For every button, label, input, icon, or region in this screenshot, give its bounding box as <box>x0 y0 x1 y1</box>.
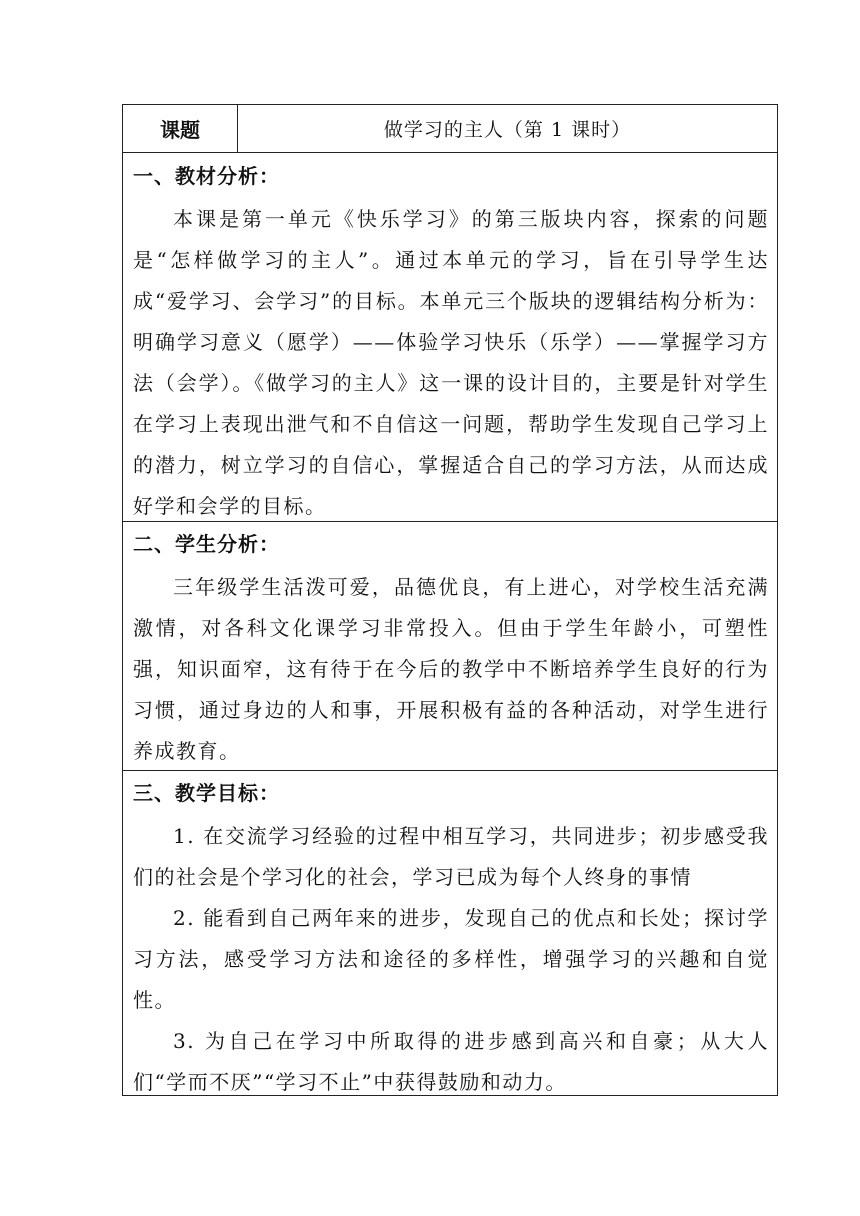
title-label: 课题 <box>123 105 238 152</box>
lesson-title: 做学习的主人（第 1 课时） <box>383 119 632 141</box>
section-student-analysis <box>123 522 777 771</box>
section-heading: 一、教材分析： <box>133 164 280 188</box>
paragraph: 三年级学生活泼可爱，品德优良，有上进心，对学校生活充满激情，对各科文化课学习非常投入。但由于学生年龄小，可塑性强，知识面窄，这有待于在今后的教学中不断培养学生良好的行为习惯，通过身边的人和事，开展积极有益的各种活动，对学生进行养成教育。 <box>133 575 769 763</box>
lesson-plan-table <box>122 104 778 1096</box>
goal-item: 1. 在交流学习经验的过程中相互学习，共同进步；初步感受我们的社会是个学习化的社会，学习已成为每个人终身的事情 <box>133 824 769 889</box>
paragraph: 本课是第一单元《快乐学习》的第三版块内容，探索的问题是“怎样做学习的主人”。通过本单元的学习，旨在引导学生达成“爱学习、会学习”的目标。本单元三个版块的逻辑结构分析为：明确学习意义（愿学）——体验学习快乐（乐学）——掌握学习方法（会学）。《做学习的主人》这一课的设计目的，主要是针对学生在学习上表现出泄气和不自信这一问题，帮助学生发现自己学习上的潜力，树立学习的自信心，掌握适合自己的学习方法，从而达成好学和会学的目标。 <box>133 207 769 518</box>
section-teaching-goals <box>123 771 777 1095</box>
section-heading: 三、教学目标： <box>133 781 280 805</box>
title-row <box>123 105 777 153</box>
section-heading: 二、学生分析： <box>133 532 280 556</box>
goal-item: 2. 能看到自己两年来的进步，发现自己的优点和长处；探讨学习方法，感受学习方法和途径的多样性，增强学习的兴趣和自觉性。 <box>133 906 769 1012</box>
goal-item: 3. 为自己在学习中所取得的进步感到高兴和自豪；从大人们“学而不厌”“学习不止”中获得鼓励和动力。 <box>133 1029 769 1094</box>
section-textbook-analysis <box>123 153 777 522</box>
